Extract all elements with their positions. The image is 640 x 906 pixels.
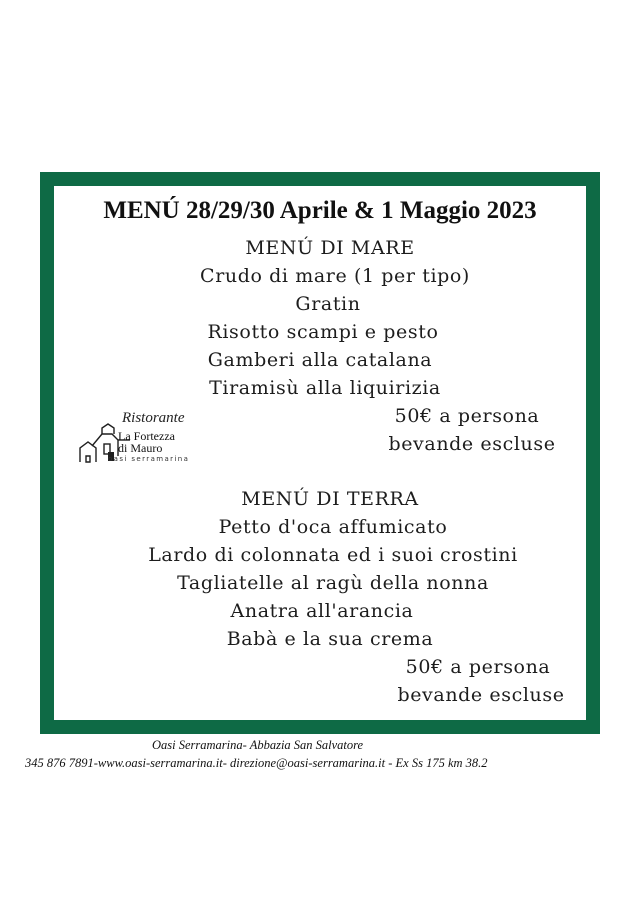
terra-item: Petto d'oca affumicato — [218, 516, 448, 538]
restaurant-logo — [78, 410, 198, 466]
logo-name-line2: di Mauro — [118, 441, 163, 455]
mare-item: Tiramisù alla liquirizia — [209, 377, 441, 399]
terra-item: Babà e la sua crema — [226, 628, 434, 650]
terra-price: 50€ a persona — [405, 656, 551, 678]
logo-script-text: Ristorante — [122, 410, 185, 426]
mare-item: Crudo di mare (1 per tipo) — [200, 265, 470, 287]
mare-item: Gamberi alla catalana — [207, 349, 433, 371]
mare-price: 50€ a persona — [394, 405, 540, 427]
logo-subtitle: oasi serramarina — [108, 455, 190, 463]
terra-item: Anatra all'arancia — [230, 600, 414, 622]
mare-item: Gratin — [295, 293, 361, 315]
mare-item: Risotto scampi e pesto — [207, 321, 439, 343]
terra-item: Tagliatelle al ragù della nonna — [177, 572, 489, 594]
section-heading-mare: MENÚ DI MARE — [245, 237, 415, 259]
mare-drinks-note: bevande escluse — [388, 433, 556, 455]
menu-title: MENÚ 28/29/30 Aprile & 1 Maggio 2023 — [103, 197, 537, 224]
terra-drinks-note: bevande escluse — [397, 684, 565, 706]
terra-item: Lardo di colonnata ed i suoi crostini — [148, 544, 518, 566]
footer-address: Oasi Serramarina- Abbazia San Salvatore — [152, 738, 364, 752]
section-heading-terra: MENÚ DI TERRA — [241, 488, 419, 510]
footer-contacts: 345 876 7891-www.oasi-serramarina.it- direzione@oasi-serramarina.it - Ex Ss 175 km 38.2 — [25, 756, 488, 770]
logo-name-line1: La Fortezza — [118, 429, 175, 443]
